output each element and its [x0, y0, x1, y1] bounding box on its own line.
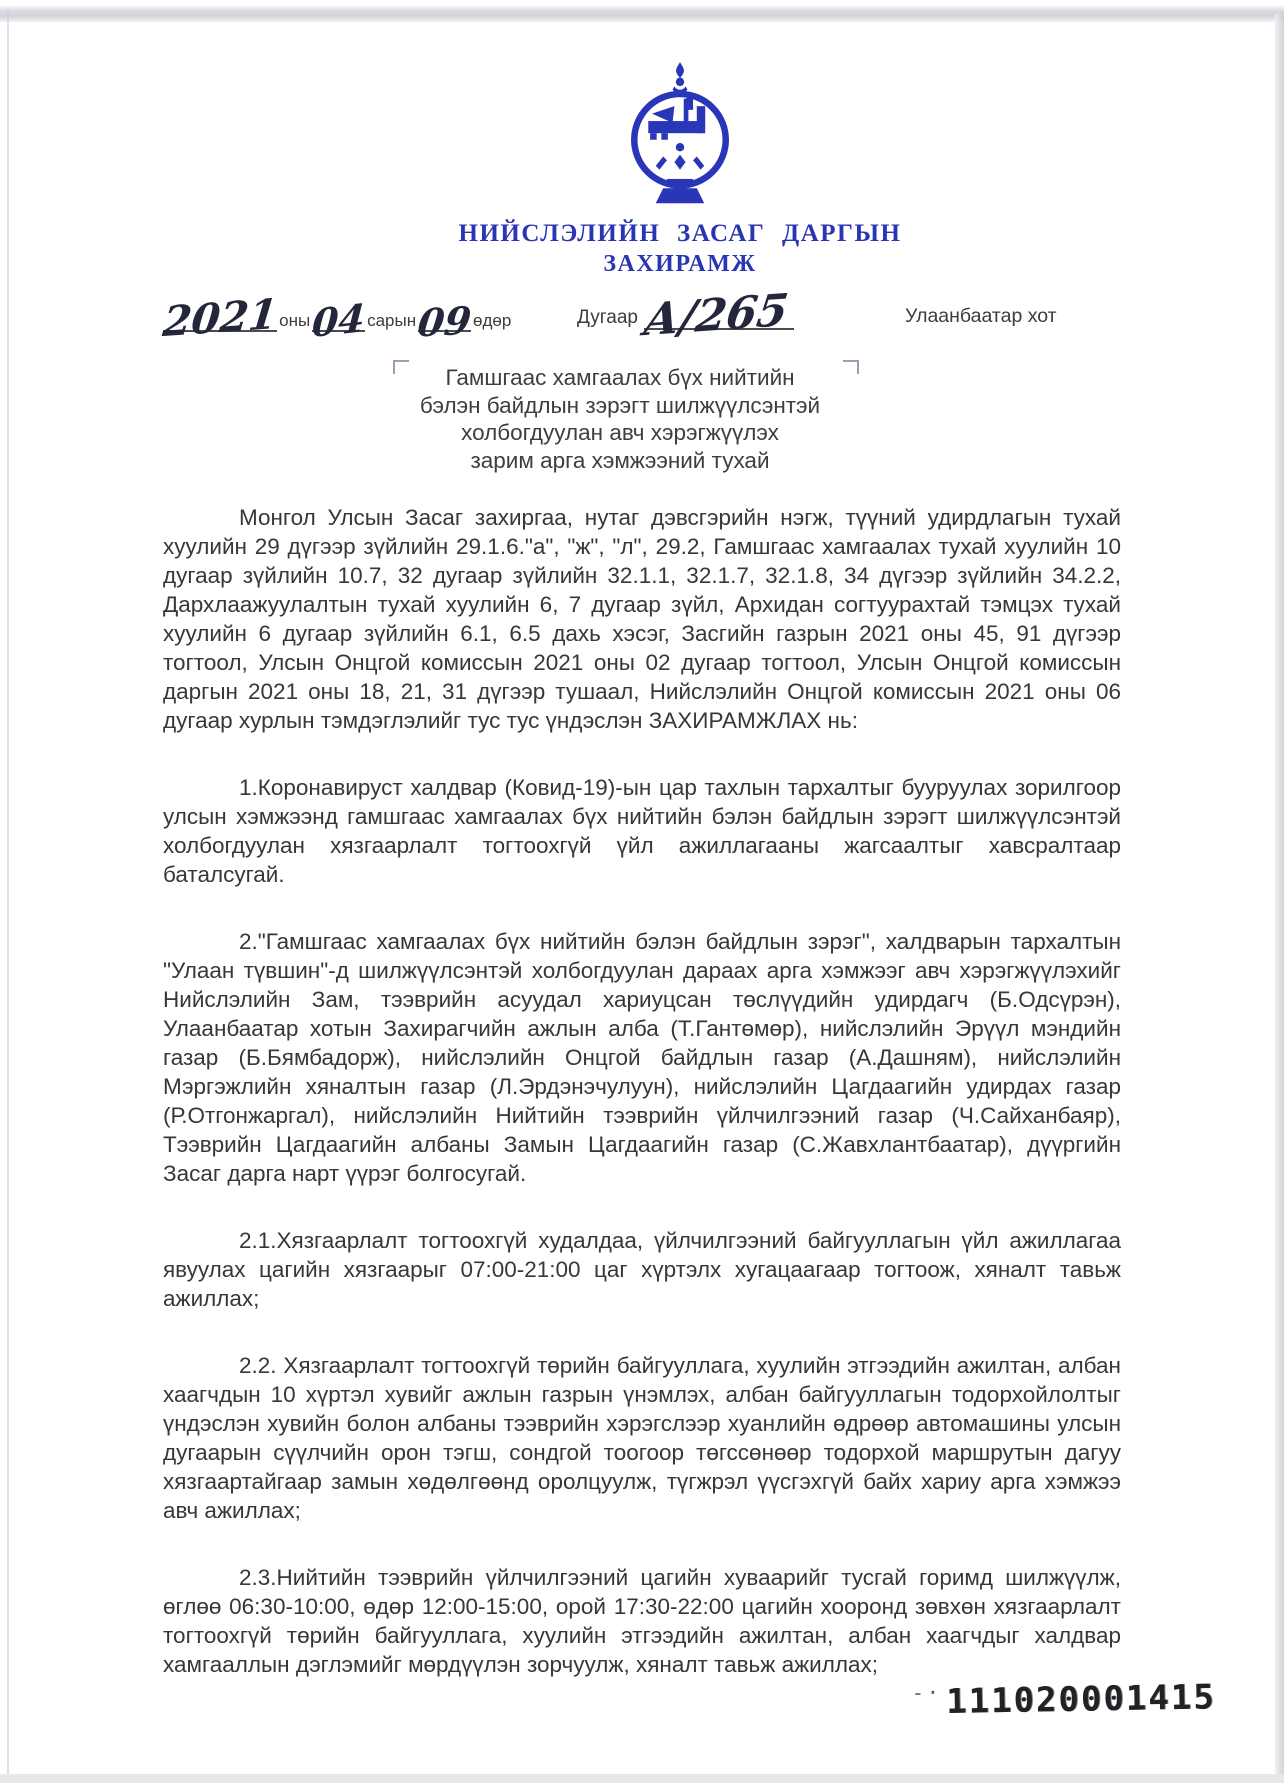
title-line: Гамшгаас хамгаалах бүх нийтийн: [445, 365, 795, 390]
scan-edge-top: [0, 5, 1284, 22]
date-month-slot: [310, 292, 367, 347]
org-name: НИЙСЛЭЛИЙН ЗАСАГ ДАРГЫН: [458, 220, 902, 247]
scan-edge-right: [1275, 14, 1284, 1783]
letterhead: [0, 220, 1284, 278]
title-line: зарим арга хэмжээний тухай: [470, 447, 770, 473]
date-year-slot: [160, 289, 280, 347]
scan-edge-bottom: [0, 1774, 1284, 1783]
dateline: [160, 284, 1163, 347]
government-emblem-icon: [624, 60, 736, 212]
handwritten-year: 2021: [160, 289, 280, 347]
number-label: Дугаар: [577, 307, 638, 328]
date-day-slot: [415, 292, 474, 346]
paragraph-clause-1: 1.Коронавируст халдвар (Ковид-19)-ын цар тахлын тархалтыг бууруулах зорилгоор улсын хэмжээнд гамшгаас хамгаалах бүх нийтийн бэлэн байдлын зэрэгт шилжүүлсэнтэй холбогдуулан хязгаарлалт тогтоохгүй үйл ажиллагааны жагсаалтыг хавсралтаар баталсугай.: [163, 775, 1121, 887]
handwritten-document-number: А/265: [640, 284, 792, 347]
day-label: өдөр: [473, 311, 512, 330]
year-label: оны: [279, 311, 311, 330]
paragraph-clause-2: 2."Гамшгаас хамгаалах бүх нийтийн бэлэн байдлын зэрэг", халдварын тархалтын "Улаан түвшин"-д шилжүүлсэнтэй холбогдуулан дараах арга хэмжээг авч хэрэгжүүлэхийг Нийслэлийн Зам, тээврийн асуудал хариуцсан төслүүдийн удирдагч (Б.Одсүрэн), Улаанбаатар хотын Захирагчийн ажлын алба (Т.Гантөмөр), нийслэлийн Эрүүл мэндийн газар (Б.Бямбадорж), нийслэлийн Онцгой байдлын газар (А.Дашням), нийслэлийн Мэргэжлийн хяналтын газар (Л.Эрдэнэчулуун), нийслэлийн Цагдаагийн удирдах газар (Р.Отгонжаргал), нийслэлийн Нийтийн тээврийн үйлчилгээний газар (Ч.Сайханбаяр), Тээврийн Цагдаагийн албаны Замын Цагдаагийн газар (С.Жавхлантбаатар), дүүргийн Засаг дарга нарт үүрэг болгосугай.: [163, 929, 1121, 1186]
document-title: [340, 364, 900, 474]
document-number-group: [575, 284, 794, 347]
handwritten-month: 04: [310, 294, 367, 347]
date-group: [160, 289, 513, 347]
document-number-slot: [640, 284, 794, 347]
city-label: Улаанбаатар хот: [905, 305, 1057, 327]
paragraph-preamble: Монгол Улсын Засаг захиргаа, нутаг дэвсгэрийн нэгж, түүний удирдлагын тухай хуулийн 29 дүгээр зүйлийн 29.1.6."а", "ж", "л", 29.2, Гамшгаас хамгаалах тухай хуулийн 10 дугаар зүйлийн 10.7, 32 дугаар зүйлийн 32.1.1, 32.1.7, 32.1.8, 34 дүгээр зүйлийн 34.2.2, Дархлаажуулалтын тухай хуулийн 6, 7 дугаар зүйл, Архидан согтуурахтай тэмцэх тухай хуулийн 6 дугаар зүйлийн 6.1, 6.5 дахь хэсэг, Засгийн газрын 2021 оны 45, 91 дүгээр тогтоол, Улсын Онцгой комиссын 2021 оны 02 дугаар тогтоол, Улсын Онцгой комиссын даргын 2021 оны 18, 21, 31 дүгээр тушаал, Нийслэлийн Онцгой комиссын 2021 оны 06 дугаар хурлын тэмдэглэлийг тус тус үндэслэн ЗАХИРАМЖЛАХ нь:: [163, 505, 1121, 733]
stamp-prefix-marks: -·: [911, 1680, 943, 1705]
title-line: холбогдуулан авч хэрэгжүүлэх: [461, 420, 779, 445]
paragraph-clause-2-3: 2.3.Нийтийн тээврийн үйлчилгээний цагийн хуваарийг тусгай горимд шилжүүлж, өглөө 06:30-10:00, өдөр 12:00-15:00, орой 17:30-22:00 цагийн хооронд зөвхөн хязгаарлалт тогтоохгүй төрийн байгууллага, хуулийн этгээдийн ажилтан, албан хаагчдыг халдвар хамгааллын дэглэмийг мөрдүүлэн зорчуулж, хяналт тавьж ажиллах;: [163, 1565, 1121, 1677]
month-label: сарын: [367, 311, 417, 330]
document-body: [163, 503, 1121, 1717]
paragraph-clause-2-2: 2.2. Хязгаарлалт тогтоохгүй төрийн байгууллага, хуулийн этгээдийн ажилтан, албан хаагчдын 10 хүртэл хувийг ажлын газрын үнэмлэх, албан байгууллагын тодорхойлолтыг үндэслэн хувийн болон албаны тээврийн хэрэгслээр хуанлийн өдрөөр автомашины улсын дугаарын сүүлчийн орон тэгш, сондгой тоогоор төгссөнөөр тодорхой маршрутын дагуу хязгаартайгаар замын хөдөлгөөнд оролцуулж, түгжрэл үүсгэхгүй байх хариу арга хэмжээ авч ажиллах;: [163, 1353, 1121, 1523]
document-type: ЗАХИРАМЖ: [603, 251, 757, 277]
title-line: бэлэн байдлын зэрэгт шилжүүлсэнтэй: [419, 392, 821, 418]
handwritten-day: 09: [415, 297, 474, 346]
stamp-number: 111020001415: [945, 1677, 1217, 1723]
paragraph-clause-2-1: 2.1.Хязгаарлалт тогтоохгүй худалдаа, үйлчилгээний байгууллагын үйл ажиллагаа явуулах цагийн хязгаарыг 07:00-21:00 цаг хүртэлх хугацаагаар тогтоож, хяналт тавьж ажиллах;: [163, 1228, 1121, 1311]
registration-number-stamp: [912, 1675, 1216, 1722]
